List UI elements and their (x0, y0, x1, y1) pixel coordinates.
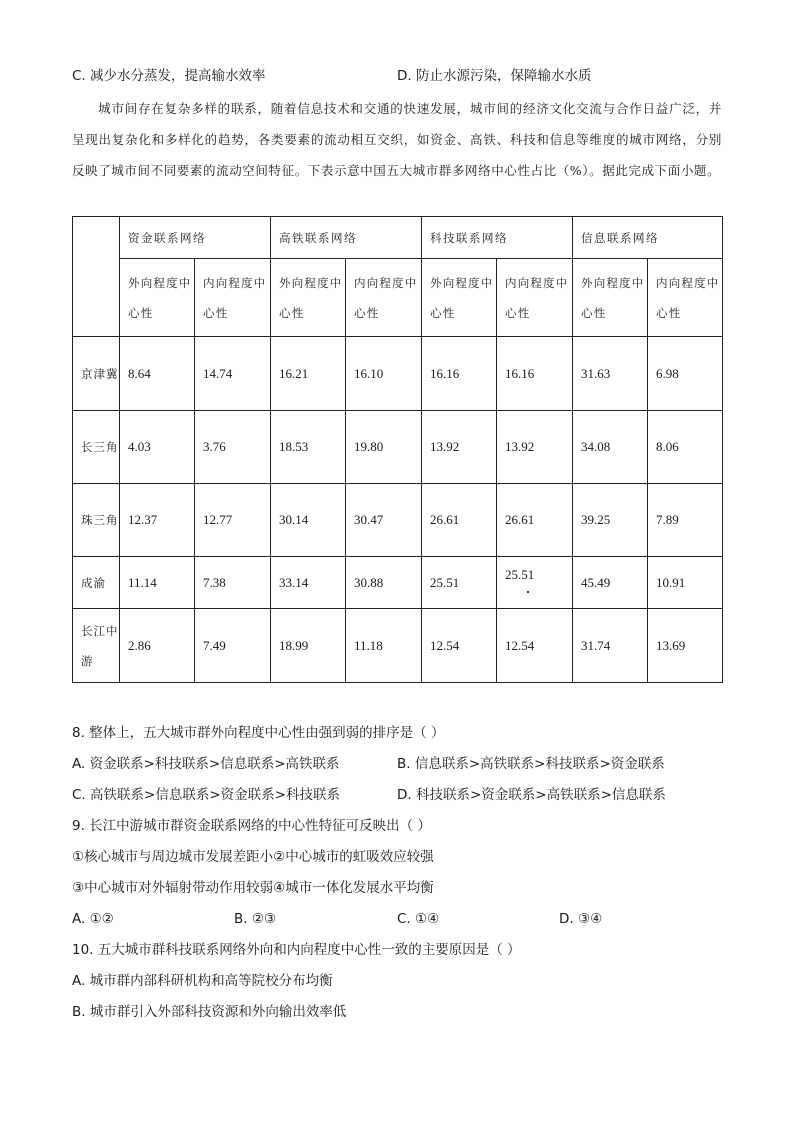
value-cell: 11.18 (346, 609, 422, 683)
intro-text: 城市间存在复杂多样的联系，随着信息技术和交通的快速发展，城市间的经济文化交流与合作日益广泛，并呈现出复杂化和多样化的趋势，各类要素的流动相互交织，如资金、高铁、科技和信息等维度的城市网络，分别反映了城市间不同要素的流动空间特征。下表示意中国五大城市群多网络中心性占比（%）。据此完成下面小题。 (72, 101, 722, 178)
value-cell: 30.47 (346, 484, 422, 557)
subheader-out: 外向程度中心性 (422, 259, 497, 337)
value-cell-raised: 25.51 (505, 566, 535, 582)
group-header: 科技联系网络 (422, 217, 573, 259)
region-cell: 成渝 (73, 557, 120, 609)
option-d-prev: D. 防止水源污染，保障输水水质 (397, 68, 592, 84)
value-cell: 16.10 (346, 337, 422, 411)
question-8-option-a[interactable]: A. 资金联系>科技联系>信息联系>高铁联系 (72, 756, 340, 772)
value-cell: 26.61 (497, 484, 573, 557)
value-cell: 11.14 (120, 557, 195, 609)
question-10-option-a[interactable]: A. 城市群内部科研机构和高等院校分布均衡 (72, 973, 333, 989)
value-cell: 12.54 (422, 609, 497, 683)
value-cell: 16.16 (497, 337, 573, 411)
option-c-prev: C. 减少水分蒸发，提高输水效率 (72, 68, 266, 84)
corner-cell (73, 217, 120, 337)
subheader-in: 内向程度中心性 (195, 259, 271, 337)
subheader-in: 内向程度中心性 (648, 259, 723, 337)
subheader-out: 外向程度中心性 (271, 259, 346, 337)
value-cell: 8.64 (120, 337, 195, 411)
value-cell: 2.86 (120, 609, 195, 683)
value-cell: 18.99 (271, 609, 346, 683)
subheader-out: 外向程度中心性 (120, 259, 195, 337)
value-cell: 7.49 (195, 609, 271, 683)
value-cell: 12.37 (120, 484, 195, 557)
value-cell: 45.49 (573, 557, 648, 609)
group-header: 信息联系网络 (573, 217, 723, 259)
question-10-stem: 10. 五大城市群科技联系网络外向和内向程度中心性一致的主要原因是（ ） (72, 942, 521, 958)
centrality-table (72, 216, 723, 683)
value-cell: 33.14 (271, 557, 346, 609)
question-9-statements-2: ③中心城市对外辐射带动作用较弱④城市一体化发展水平均衡 (72, 880, 434, 896)
region-cell: 珠三角 (73, 484, 120, 557)
value-cell: 7.89 (648, 484, 723, 557)
table-row (73, 411, 723, 484)
value-cell: 13.92 (422, 411, 497, 484)
value-cell: 18.53 (271, 411, 346, 484)
question-8-option-c[interactable]: C. 高铁联系>信息联系>资金联系>科技联系 (72, 787, 340, 803)
value-cell: 25.51 (422, 557, 497, 609)
value-cell: 14.74 (195, 337, 271, 411)
value-cell: 13.69 (648, 609, 723, 683)
table-row (73, 557, 723, 609)
value-cell: 16.21 (271, 337, 346, 411)
value-cell: 8.06 (648, 411, 723, 484)
value-cell: 39.25 (573, 484, 648, 557)
value-cell: 19.80 (346, 411, 422, 484)
table-row (73, 484, 723, 557)
question-9-option-c[interactable]: C. ①④ (397, 911, 440, 927)
question-9-option-b[interactable]: B. ②③ (234, 911, 277, 927)
question-9-stem: 9. 长江中游城市群资金联系网络的中心性特征可反映出（ ） (72, 818, 431, 834)
stray-dot (527, 591, 529, 593)
table-row (73, 337, 723, 411)
value-cell: 26.61 (422, 484, 497, 557)
value-cell: 6.98 (648, 337, 723, 411)
value-cell (497, 557, 573, 609)
table-row (73, 609, 723, 683)
question-8-stem: 8. 整体上，五大城市群外向程度中心性由强到弱的排序是（ ） (72, 725, 445, 741)
value-cell: 10.91 (648, 557, 723, 609)
subheader-in: 内向程度中心性 (497, 259, 573, 337)
region-cell: 长三角 (73, 411, 120, 484)
group-header: 高铁联系网络 (271, 217, 422, 259)
value-cell: 13.92 (497, 411, 573, 484)
subheader-out: 外向程度中心性 (573, 259, 648, 337)
question-8-option-b[interactable]: B. 信息联系>高铁联系>科技联系>资金联系 (397, 756, 665, 772)
value-cell: 31.63 (573, 337, 648, 411)
value-cell: 16.16 (422, 337, 497, 411)
value-cell: 12.77 (195, 484, 271, 557)
question-9-option-a[interactable]: A. ①② (72, 911, 114, 927)
region-cell: 京津冀 (73, 337, 120, 411)
question-10-option-b[interactable]: B. 城市群引入外部科技资源和外向输出效率低 (72, 1004, 347, 1020)
question-8-option-d[interactable]: D. 科技联系>资金联系>高铁联系>信息联系 (397, 787, 666, 803)
value-cell: 3.76 (195, 411, 271, 484)
value-cell: 30.14 (271, 484, 346, 557)
value-cell: 31.74 (573, 609, 648, 683)
value-cell: 7.38 (195, 557, 271, 609)
value-cell: 34.08 (573, 411, 648, 484)
group-header: 资金联系网络 (120, 217, 271, 259)
question-9-option-d[interactable]: D. ③④ (559, 911, 603, 927)
subheader-in: 内向程度中心性 (346, 259, 422, 337)
region-cell: 长江中游 (73, 609, 120, 683)
value-cell: 4.03 (120, 411, 195, 484)
intro-paragraph (72, 93, 722, 186)
value-cell: 30.88 (346, 557, 422, 609)
value-cell: 12.54 (497, 609, 573, 683)
question-9-statements-1: ①核心城市与周边城市发展差距小②中心城市的虹吸效应较强 (72, 849, 434, 865)
